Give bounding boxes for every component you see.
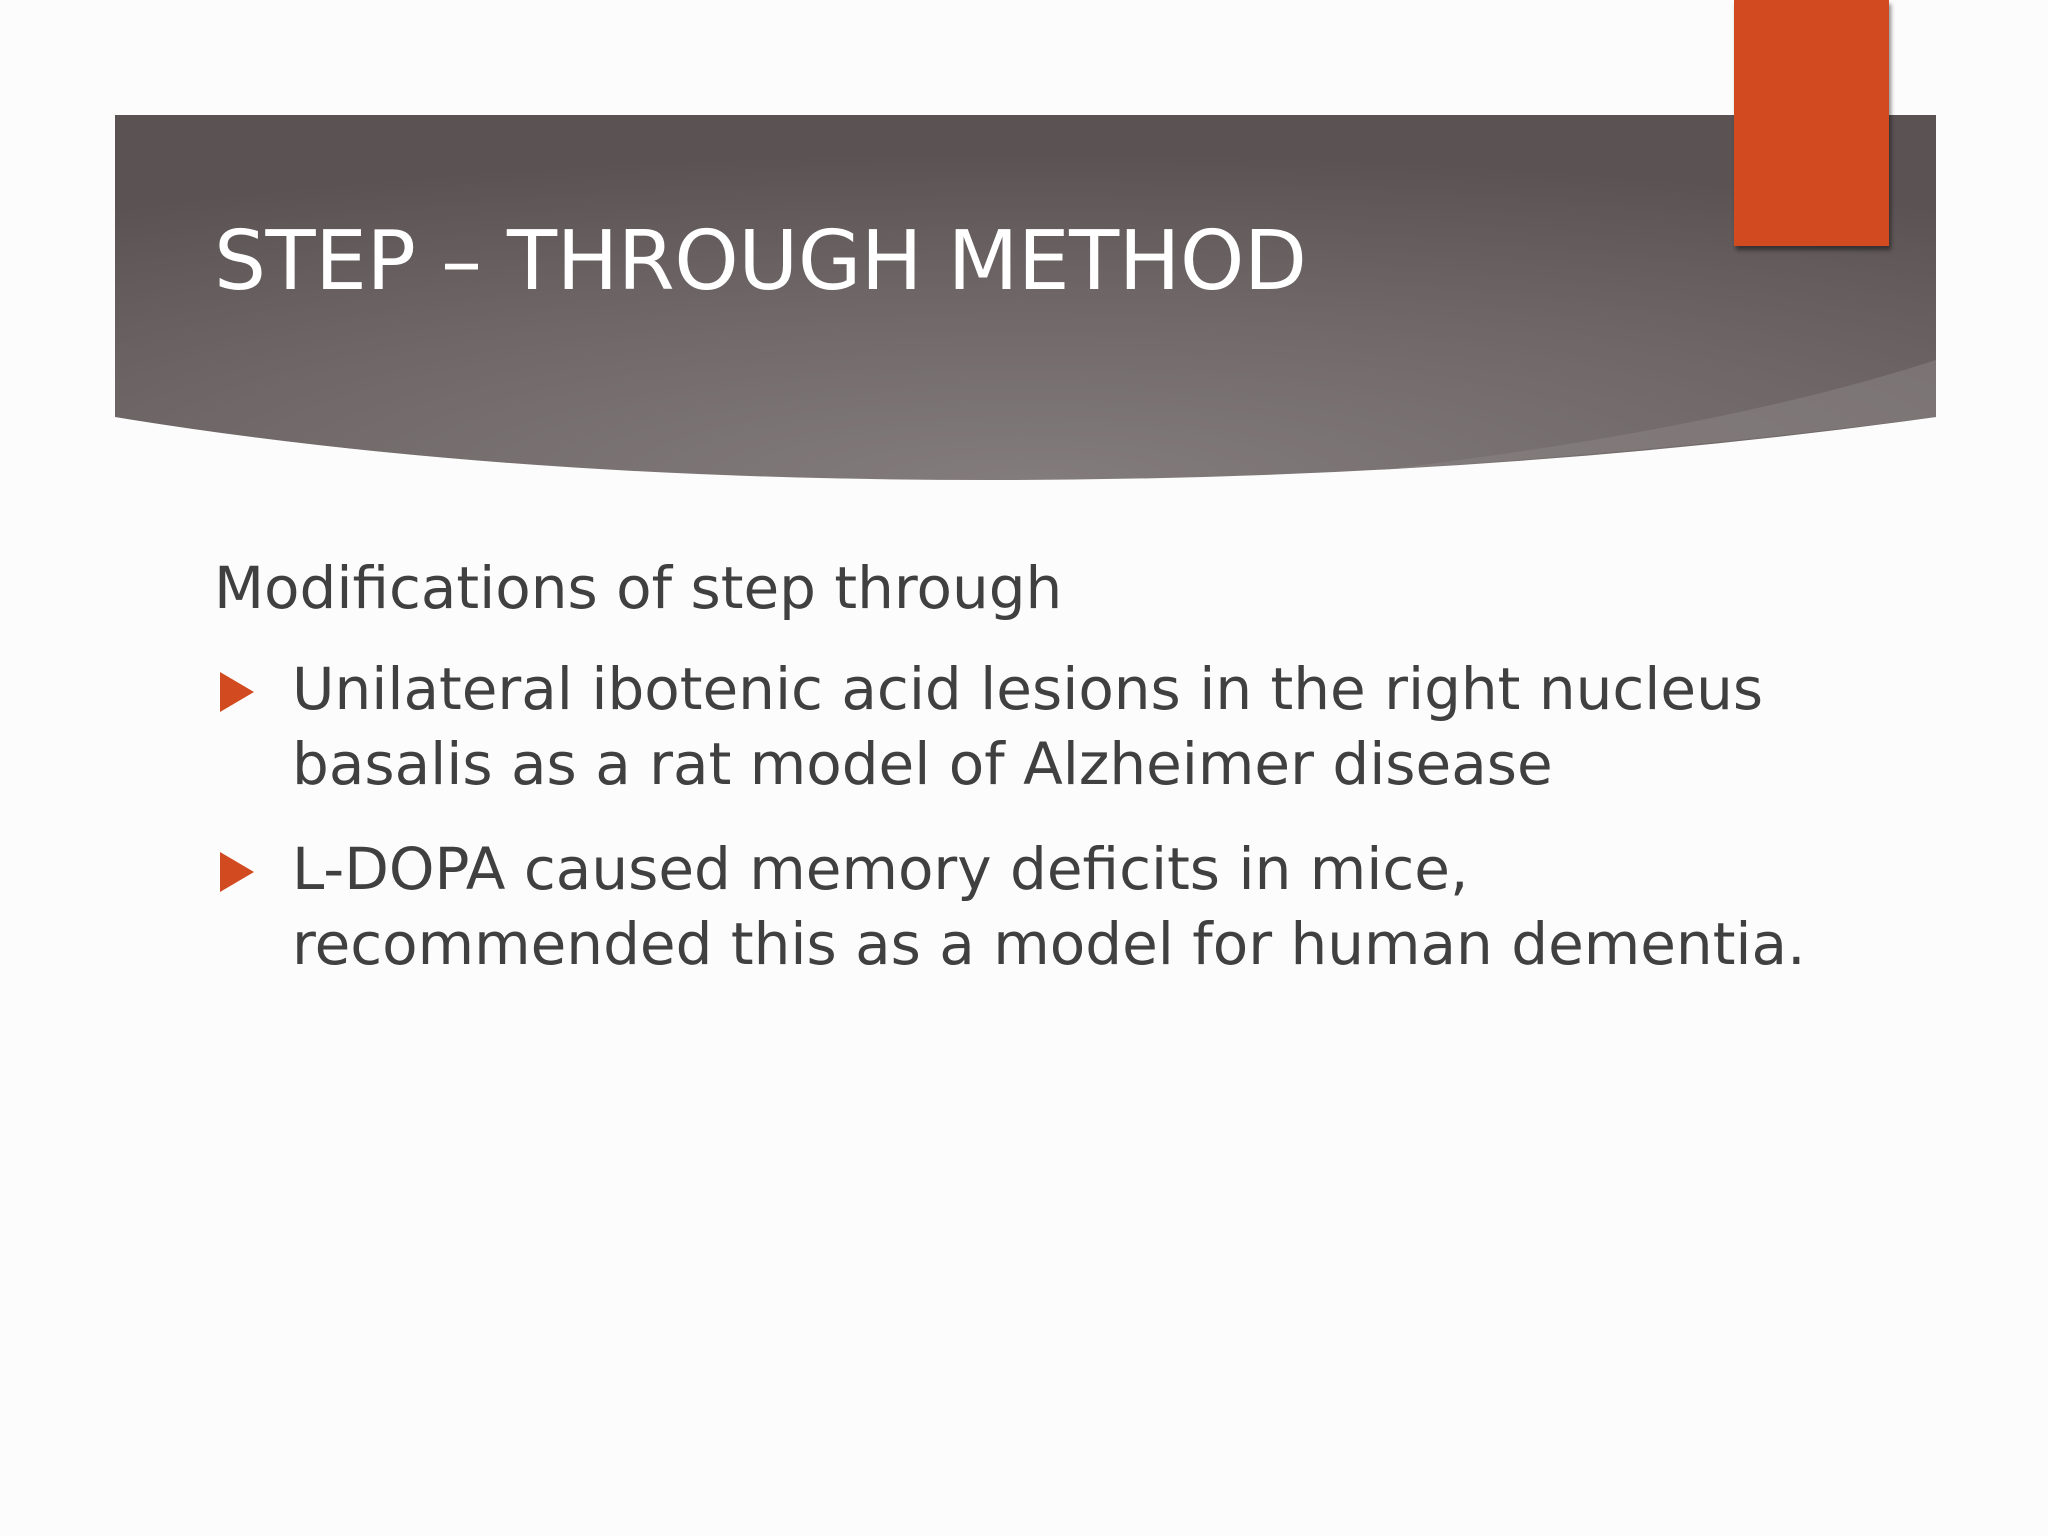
bullet-text: Unilateral ibotenic acid lesions in the right nucleus basalis as a rat model of Alzheimer disease — [292, 655, 1764, 798]
accent-tab — [1734, 0, 1889, 246]
triangle-bullet-icon — [220, 672, 254, 712]
slide-title: STEP – THROUGH METHOD — [214, 214, 1307, 309]
triangle-bullet-icon — [220, 852, 254, 892]
list-item — [214, 652, 1854, 802]
subheading: Modifications of step through — [214, 554, 1063, 622]
list-item — [214, 832, 1854, 982]
bullet-text: L-DOPA caused memory deficits in mice, recommended this as a model for human dementia. — [292, 835, 1806, 978]
slide-body — [214, 550, 1854, 1012]
bullet-list — [214, 652, 1854, 982]
